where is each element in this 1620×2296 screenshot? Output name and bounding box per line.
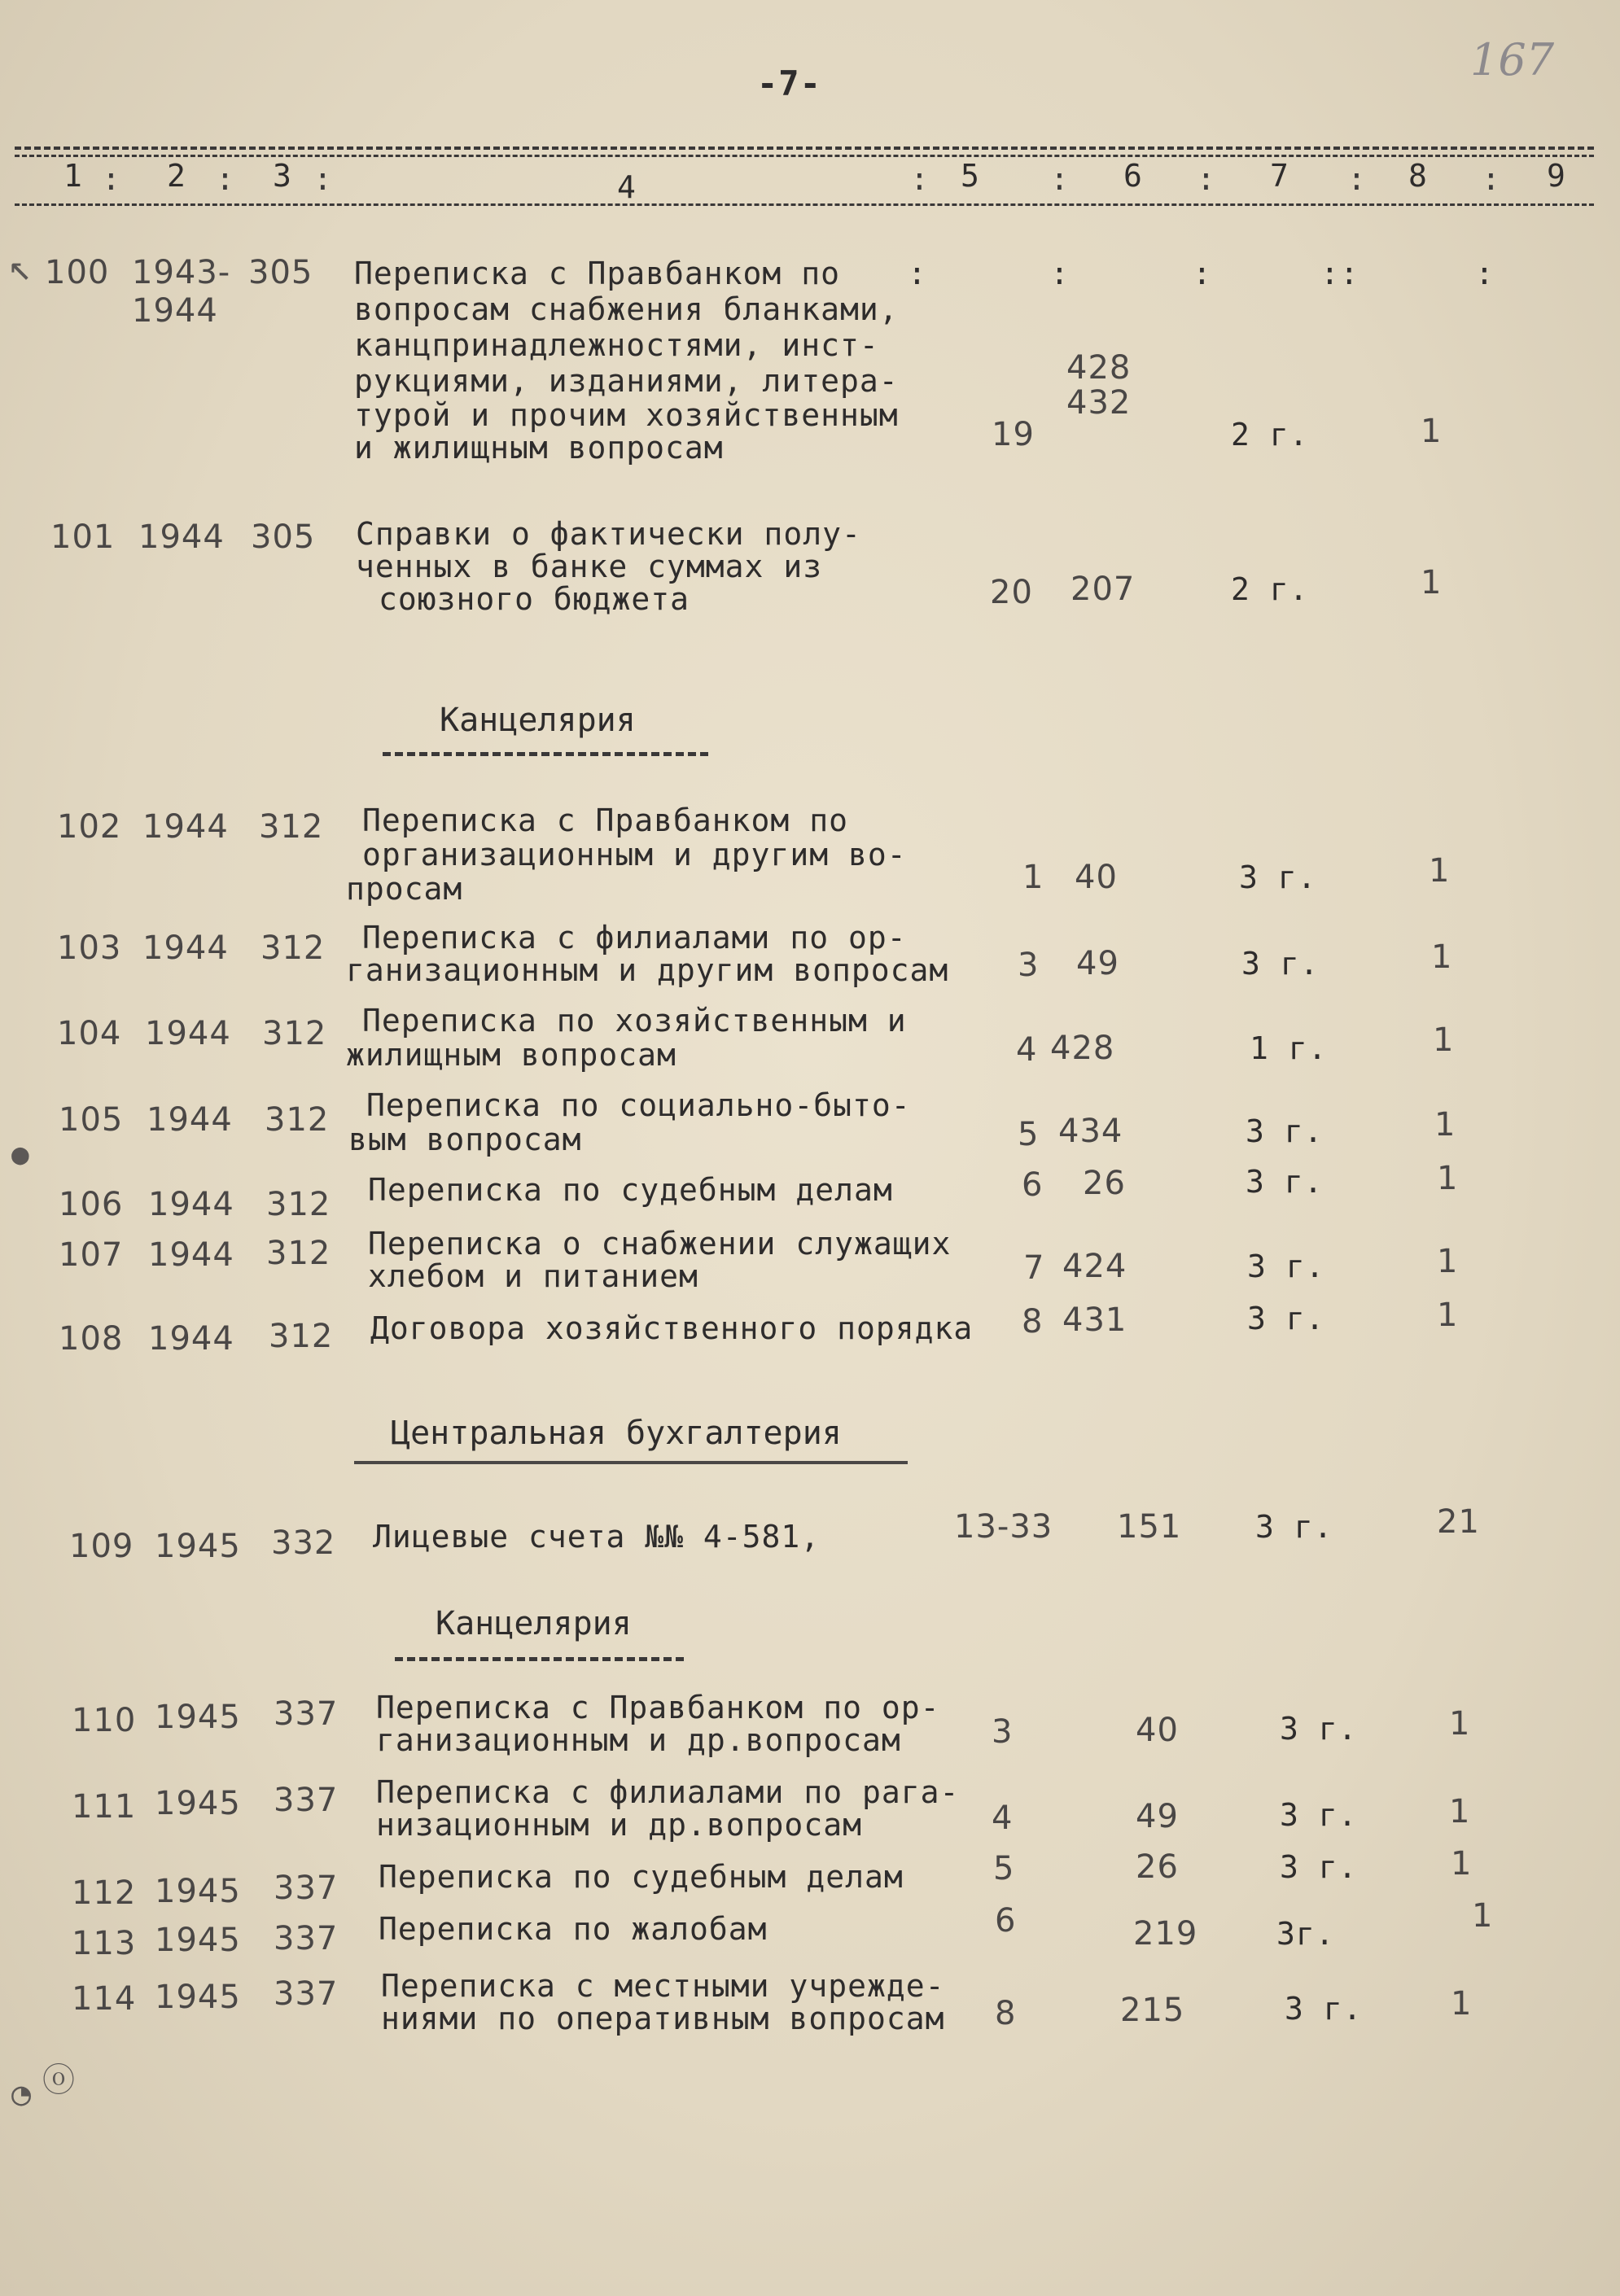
row-col5: 1 bbox=[1022, 859, 1044, 896]
row-year: 1945 bbox=[155, 1979, 241, 2016]
row-col5: 13-33 bbox=[954, 1508, 1053, 1546]
row-fond: 337 bbox=[274, 1695, 339, 1733]
row-col6-end: 432 bbox=[1066, 384, 1132, 422]
row-number: 104 bbox=[57, 1015, 122, 1052]
row-year: 1945 bbox=[155, 1873, 241, 1910]
row-title-line: Переписка по судебным делам bbox=[379, 1859, 904, 1895]
row-title-line: турой и прочим хозяйственным bbox=[354, 397, 899, 433]
col-separators: : bbox=[216, 161, 235, 197]
row-col6: 219 bbox=[1133, 1915, 1198, 1953]
row-col5: 4 bbox=[992, 1800, 1014, 1837]
row-number: 110 bbox=[72, 1702, 137, 1739]
row-number: 103 bbox=[57, 929, 122, 967]
hole-punch-mark: ● bbox=[11, 1138, 29, 1171]
col-header-5: 5 bbox=[961, 158, 980, 194]
row-col9: 1 bbox=[1421, 413, 1443, 450]
row-title-line: Лицевые счета №№ 4-581, bbox=[373, 1519, 821, 1555]
row-col9: 1 bbox=[1451, 1985, 1473, 2023]
row-col6: 26 bbox=[1083, 1165, 1126, 1202]
row-col7: 3 г. bbox=[1241, 946, 1320, 982]
section-heading: Центральная бухгалтерия bbox=[391, 1415, 842, 1452]
row-year: 1944 bbox=[142, 808, 229, 846]
row-title-line: Переписка с местными учрежде- bbox=[381, 1968, 945, 2004]
row-col6: 49 bbox=[1136, 1798, 1179, 1835]
row-separators: : bbox=[1475, 256, 1495, 291]
row-col6: 40 bbox=[1136, 1712, 1179, 1749]
row-title-line: хлебом и питанием bbox=[368, 1258, 698, 1294]
section-heading: Канцелярия bbox=[440, 702, 636, 739]
row-col7: 2 г. bbox=[1231, 417, 1309, 453]
col-separators: : bbox=[1050, 161, 1070, 197]
row-col6: 434 bbox=[1058, 1113, 1123, 1150]
row-col6: 40 bbox=[1075, 859, 1118, 896]
row-col7: 3г. bbox=[1276, 1916, 1335, 1952]
row-title-line: вопросам снабжения бланками, bbox=[354, 291, 899, 327]
row-title-line: союзного бюджета bbox=[379, 581, 690, 617]
row-number: 100 bbox=[45, 254, 110, 291]
header-rule-under bbox=[15, 203, 1594, 206]
row-title-line: рукциями, изданиями, литера- bbox=[354, 363, 899, 399]
col-header-6: 6 bbox=[1123, 158, 1143, 194]
row-col6: 428 bbox=[1050, 1030, 1115, 1067]
row-number: 112 bbox=[72, 1874, 137, 1912]
row-year: 1945 bbox=[155, 1785, 241, 1822]
row-number: 106 bbox=[59, 1186, 124, 1223]
row-separators: : bbox=[908, 256, 927, 291]
row-number: 105 bbox=[59, 1101, 124, 1139]
page-number: -7- bbox=[757, 63, 821, 103]
header-rule-top bbox=[15, 147, 1594, 150]
row-col7: 3 г. bbox=[1255, 1509, 1333, 1545]
pencil-mark: ↖ bbox=[8, 244, 32, 290]
row-title-line: Переписка о снабжении служащих bbox=[368, 1226, 952, 1262]
row-title-line: Переписка с Правбанком по ор- bbox=[376, 1690, 940, 1725]
col-header-9: 9 bbox=[1547, 158, 1566, 194]
col-header-8: 8 bbox=[1408, 158, 1428, 194]
row-col5: 3 bbox=[992, 1713, 1014, 1751]
row-col7: 3 г. bbox=[1239, 859, 1317, 895]
row-col7: 3 г. bbox=[1280, 1849, 1358, 1885]
row-number: 111 bbox=[72, 1788, 137, 1826]
row-title-line: Переписка с филиалами по ор- bbox=[362, 920, 907, 956]
row-year: 1944 bbox=[138, 518, 225, 556]
col-separators: : bbox=[1197, 161, 1216, 197]
row-number: 113 bbox=[72, 1925, 137, 1962]
row-fond: 312 bbox=[266, 1235, 331, 1272]
row-title-line: Переписка с филиалами по рага- bbox=[376, 1774, 960, 1810]
row-fond: 312 bbox=[259, 808, 324, 846]
row-title-line: ниями по оперативным вопросам bbox=[381, 2001, 945, 2036]
row-col9: 1 bbox=[1449, 1705, 1471, 1743]
row-title-line: организационным и другим во- bbox=[362, 837, 907, 872]
row-col7: 3 г. bbox=[1246, 1113, 1324, 1149]
row-number: 109 bbox=[69, 1528, 134, 1565]
row-col9: 1 bbox=[1434, 1106, 1456, 1144]
col-separators: : bbox=[102, 161, 121, 197]
col-header-3: 3 bbox=[273, 158, 292, 194]
row-col7: 3 г. bbox=[1285, 1991, 1363, 2027]
row-col9: 1 bbox=[1437, 1297, 1459, 1334]
row-col9: 1 bbox=[1421, 564, 1443, 601]
row-col6: 215 bbox=[1120, 1992, 1185, 2029]
row-col6: 49 bbox=[1076, 945, 1119, 982]
row-fond: 312 bbox=[261, 929, 326, 967]
row-number: 102 bbox=[57, 808, 122, 846]
row-title-line: просам bbox=[346, 871, 463, 907]
pencil-mark: ⓞ bbox=[42, 2062, 75, 2099]
row-fond: 337 bbox=[274, 1782, 339, 1819]
col-separators: : bbox=[1347, 161, 1367, 197]
row-col5: 7 bbox=[1023, 1249, 1045, 1287]
col-header-7: 7 bbox=[1270, 158, 1289, 194]
row-separators: : bbox=[1050, 256, 1070, 291]
row-col7: 3 г. bbox=[1247, 1249, 1325, 1284]
row-fond: 312 bbox=[265, 1101, 330, 1139]
row-fond: 312 bbox=[266, 1186, 331, 1223]
col-separators: : bbox=[1482, 161, 1501, 197]
row-col9: 21 bbox=[1437, 1503, 1480, 1541]
row-col6: 424 bbox=[1062, 1248, 1127, 1285]
row-year: 1944 bbox=[142, 929, 229, 967]
row-title-line: Справки о фактически полу- bbox=[356, 516, 861, 552]
row-year: 1945 bbox=[155, 1528, 241, 1565]
row-title-line: Переписка по хозяйственным и bbox=[362, 1003, 907, 1039]
row-col5: 6 bbox=[1022, 1166, 1044, 1204]
row-col5: 5 bbox=[1018, 1116, 1040, 1153]
row-col5: 8 bbox=[995, 1995, 1017, 2032]
row-title-line: ганизационным и др.вопросам bbox=[376, 1722, 901, 1758]
row-number: 101 bbox=[50, 518, 116, 556]
row-col5: 5 bbox=[993, 1850, 1015, 1887]
col-header-2: 2 bbox=[167, 158, 186, 194]
section-underline bbox=[354, 1461, 908, 1464]
row-col9: 1 bbox=[1437, 1243, 1459, 1280]
row-col5: 4 bbox=[1016, 1031, 1038, 1069]
row-title-line: ганизационным и другим вопросам bbox=[346, 952, 949, 988]
row-title-line: канцпринадлежностями, инст- bbox=[354, 327, 879, 363]
row-col7: 3 г. bbox=[1280, 1711, 1358, 1747]
row-col5: 20 bbox=[990, 574, 1033, 611]
header-rule-bottom bbox=[15, 155, 1594, 157]
row-col7: 3 г. bbox=[1246, 1164, 1324, 1200]
section-underline bbox=[395, 1657, 684, 1661]
row-separators: : bbox=[1193, 256, 1212, 291]
row-title-line: Переписка по жалобам bbox=[379, 1911, 768, 1947]
row-title-line: жилищным вопросам bbox=[346, 1037, 676, 1073]
row-fond: 312 bbox=[269, 1318, 334, 1355]
row-col6: 431 bbox=[1062, 1301, 1127, 1339]
row-number: 108 bbox=[59, 1320, 124, 1358]
row-title-line: Договора хозяйственного порядка bbox=[370, 1310, 974, 1346]
row-title-line: и жилищным вопросам bbox=[354, 430, 724, 466]
row-col7: 1 г. bbox=[1250, 1030, 1328, 1066]
row-col9: 1 bbox=[1431, 938, 1453, 976]
col-separators: : bbox=[313, 161, 333, 197]
row-col6: 151 bbox=[1117, 1508, 1182, 1546]
row-fond: 332 bbox=[271, 1524, 336, 1562]
folio-number: 167 bbox=[1470, 34, 1555, 85]
col-separators: : bbox=[910, 161, 930, 197]
row-year: 1943- bbox=[132, 254, 231, 291]
row-col7: 3 г. bbox=[1247, 1301, 1325, 1336]
row-fond: 305 bbox=[251, 518, 316, 556]
row-fond: 337 bbox=[274, 1975, 339, 2013]
row-col5: 6 bbox=[995, 1902, 1017, 1940]
row-col9: 1 bbox=[1472, 1897, 1494, 1935]
row-col9: 1 bbox=[1433, 1021, 1455, 1059]
section-underline bbox=[383, 752, 708, 756]
row-fond: 337 bbox=[274, 1870, 339, 1907]
row-title-line: Переписка по судебным делам bbox=[368, 1172, 893, 1208]
row-year: 1944 bbox=[148, 1320, 234, 1358]
row-fond: 337 bbox=[274, 1920, 339, 1957]
row-number: 114 bbox=[72, 1980, 137, 2018]
col-header-1: 1 bbox=[63, 158, 83, 194]
row-year-end: 1944 bbox=[132, 292, 218, 330]
row-col6: 428 bbox=[1066, 349, 1132, 387]
row-title-line: вым вопросам bbox=[348, 1122, 582, 1157]
row-col7: 2 г. bbox=[1231, 571, 1309, 607]
row-col6: 207 bbox=[1071, 571, 1136, 608]
row-year: 1944 bbox=[147, 1101, 233, 1139]
row-year: 1944 bbox=[148, 1186, 234, 1223]
row-col5: 3 bbox=[1018, 947, 1040, 984]
row-title-line: Переписка с Правбанком по bbox=[354, 256, 840, 291]
row-year: 1945 bbox=[155, 1922, 241, 1959]
row-col9: 1 bbox=[1451, 1845, 1473, 1883]
row-col5: 19 bbox=[992, 416, 1035, 453]
row-number: 107 bbox=[59, 1236, 124, 1274]
row-col9: 1 bbox=[1437, 1160, 1459, 1197]
row-separators: :: bbox=[1320, 256, 1359, 291]
row-fond: 305 bbox=[248, 254, 313, 291]
row-col9: 1 bbox=[1449, 1793, 1471, 1830]
row-title-line: низационным и др.вопросам bbox=[376, 1807, 862, 1843]
row-fond: 312 bbox=[262, 1015, 327, 1052]
hole-punch-mark: ◔ bbox=[11, 2075, 32, 2113]
row-title-line: Переписка по социально-быто- bbox=[366, 1087, 911, 1123]
row-col5: 8 bbox=[1022, 1303, 1044, 1340]
section-heading: Канцелярия bbox=[436, 1605, 632, 1642]
row-col9: 1 bbox=[1429, 852, 1451, 890]
row-year: 1944 bbox=[148, 1236, 234, 1274]
row-title-line: ченных в банке суммах из bbox=[356, 549, 823, 584]
row-year: 1944 bbox=[145, 1015, 231, 1052]
row-col6: 26 bbox=[1136, 1848, 1179, 1886]
col-header-4: 4 bbox=[617, 169, 637, 205]
row-title-line: Переписка с Правбанком по bbox=[362, 803, 848, 838]
row-year: 1945 bbox=[155, 1699, 241, 1736]
row-col7: 3 г. bbox=[1280, 1797, 1358, 1833]
